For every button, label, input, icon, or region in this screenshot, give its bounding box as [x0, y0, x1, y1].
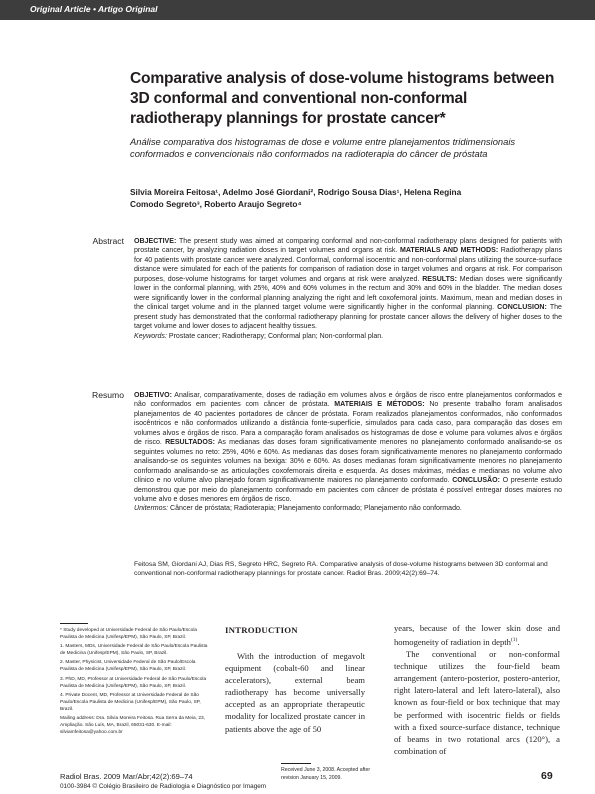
footnote: Mailing address: Dra. Silvia Moreira Feitosa. Rua Serra da Meia, 23, Ampliação. São Luís, MA, Brazil, 65031-630. E-mail: silviamfeitosa@yahoo.com.br [60, 715, 206, 735]
abstract-label: Abstract [92, 236, 124, 246]
author-list [130, 186, 560, 210]
received-rule [281, 763, 311, 764]
author-line: Comodo Segreto³, Roberto Araujo Segreto⁴ [130, 199, 302, 209]
intro-text-end: . [517, 636, 520, 647]
resumo-objective: Analisar, comparativamente, doses de radiação em volumes alvos e órgãos de risco entre planejamentos conformados e não conformados em pacientes com câncer de próstata. [134, 392, 562, 409]
introduction-heading: INTRODUCTION [225, 625, 298, 635]
journal-reference: Radiol Bras. 2009 Mar/Abr;42(2):69–74 [60, 772, 193, 781]
reference-marker: (1) [510, 637, 518, 644]
intro-right-column [394, 622, 560, 757]
article-type-label: Original Article • Artigo Original [30, 4, 158, 14]
copyright-line: 0100-3984 © Colégio Brasileiro de Radiologia e Diagnóstico por Imagem [60, 783, 267, 790]
keywords-label: Keywords: [134, 332, 167, 340]
abstract-results-head: RESULTS: [419, 275, 457, 283]
abstract-conclusion: The present study has demonstrated that the conformal radiotherapy planning for prostate cancer allows the delivery of higher doses to the target volume and lower doses to adjacent healthy tissues. [134, 304, 562, 331]
abstract-methods: Radiotherapy plans for 40 patients with prostate cancer were analyzed. Conformal, conformal isocentric and non-conformal plans utilizing the source-surface distance were simulated for each of the patients for comparison of radiation dose in target volumes and organs at risk. For comparison purposes, dose-volume histograms for target volumes and organs at risk were analyzed. [134, 247, 563, 283]
keywords: Prostate cancer; Radiotherapy; Conformal plan; Non-conformal plan. [166, 332, 384, 340]
footnote: 2. Master, Physicist, Universidade Federal de São Paulo/Escola Paulista de Medicina (Unifesp/EPM), São Paulo, SP, Brazil. [60, 660, 196, 673]
intro-paragraph: The conventional or non-conformal technique utilizes the four-field beam arrangement (antero-posterior, postero-anterior, right latero-lateral and left latero-lateral), also known as four-field or box technique that may be performed with isocentric fields or fields with a fixed source-surface distance, technique of beams in two rotational arcs (120°), a combination of [394, 649, 560, 756]
abstract-objective: The present study was aimed at comparing conformal and non-conformal radiotherapy plans designed for patients with prostate cancer, by analyzing radiation doses in target volumes and organs at risk. [134, 238, 562, 255]
footnote-rule [60, 623, 88, 624]
page-number: 69 [541, 770, 553, 782]
footnote: 1. Masters, MDs, Universidade Federal de São Paulo/Escola Paulista de Medicina (Unifesp/EPM), São Paulo, SP, Brazil. [60, 644, 208, 657]
footnote: 3. PhD, MD, Professor at Universidade Federal de São Paulo/Escola Paulista de Medicina (Unifesp/EPM), São Paulo, SP, Brazil. [60, 676, 207, 689]
resumo-results-head: RESULTADOS: [161, 439, 215, 447]
resumo-conclusion: O presente estudo demonstrou que por meio do planejamento conformado em pacientes com câncer de próstata é possível entregar doses maiores no volume alvo e doses menores em órgãos de risco. [134, 477, 563, 503]
resumo-label: Resumo [92, 390, 124, 400]
resumo-methods: No presente trabalho foram analisados planejamentos de 40 pacientes portadores de câncer de próstata. Foram realizados planejamentos conformados, não conformados isocêntricos e não conformados utilizando a distância fonte-superfície, simulados para cada caso, para comparação das doses em volumes alvos e órgãos de risco. Para a comparação foram analisados os histogramas de dose e volume para volumes alvos e órgãos de risco. [134, 401, 562, 447]
footnote: 4. Private Docent, MD, Professor at Universidade Federal de São Paulo/Escola Paulista de Medicina (Unifesp/EPM), São Paulo, SP, Brazil. [60, 692, 201, 712]
intro-paragraph: With the introduction of megavolt equipment (cobalt-60 and linear accelerators), external beam radiotherapy has become universally accepted as an appropriate therapeutic modality for localized prostate cancer in patients above the age of 50 [225, 651, 365, 734]
article-type-bar [0, 0, 595, 20]
unitermos-label: Unitermos: [134, 505, 169, 513]
author-line: Silvia Moreira Feitosa¹, Adelmo José Giordani², Rodrigo Sousa Dias¹, Helena Regina [130, 187, 462, 197]
resumo-methods-head: MATERIAIS E MÉTODOS: [329, 401, 425, 409]
resumo-objective-head: OBJETIVO: [134, 392, 172, 399]
intro-paragraph [394, 622, 560, 648]
abstract-objective-head: OBJECTIVE: [134, 238, 177, 245]
unitermos: Câncer de próstata; Radioterapia; Planejamento conformado; Planejamento não conformado. [168, 505, 462, 513]
resumo-results: As medianas das doses foram significativamente menores no planejamento conformado analisando-se os seguintes volumes no reto: 25%, 40% e 60%. As medianas das doses foram significativamente menores no planejamento conformado analisando-se os seguintes volumes na bexiga: 30% e 60%. As doses medianas foram significativamente menores no planejamento conformado analisando-se as articulações coxofemorais direita e esquerda. As doses máximas, médias e medianas no volume alvo clínico e no volume alvo planejado foram significativamente maiores no planejamento conformado. [134, 439, 562, 485]
resumo-conclusion-head: CONCLUSÃO: [449, 477, 500, 485]
footnote: * Study developed at Universidade Federal de São Paulo/Escola Paulista de Medicina (Unifesp/EPM), São Paulo, SP, Brazil. [60, 628, 198, 640]
intro-text: years, because of the lower skin dose and homogeneity of radiation in depth [394, 623, 560, 647]
article-subtitle: Análise comparativa dos histogramas de dose e volume entre planejamentos tridimensionais conformados e convencionais não conformados na radioterapia do câncer de próstata [130, 136, 516, 159]
abstract-results: Median doses were significantly lower in the conformal planning, with 25%, 40% and 60% volumes in the rectum and 30% and 60% in the bladder. The median doses were significantly lower in the conformal planning analyzing the right and left coxofemoral joints. Maximum, mean and median doses in the clinical target volume and in the planned target volume were significantly higher in the conformal planning. [134, 275, 562, 312]
citation: Feitosa SM, Giordani AJ, Dias RS, Segreto HRC, Segreto RA. Comparative analysis of dose-volume histograms between 3D conformal and conventional non-conformal radiotherapy plannings for prostate cancer. Radiol Bras. 2009;42(2):69–74. [134, 561, 548, 578]
received-dates: Received June 3, 2008. Accepted after revision January 15, 2009. [281, 767, 371, 781]
abstract-methods-head: MATERIALS AND METHODS: [397, 247, 499, 255]
resumo-body [134, 391, 562, 514]
abstract-conclusion-head: CONCLUSION: [494, 304, 547, 312]
abstract-body [134, 237, 562, 341]
footnotes [60, 627, 210, 738]
article-title: Comparative analysis of dose-volume histograms between 3D conformal and conventional non-conformal radiotherapy plannings for prostate cancer* [130, 70, 555, 127]
